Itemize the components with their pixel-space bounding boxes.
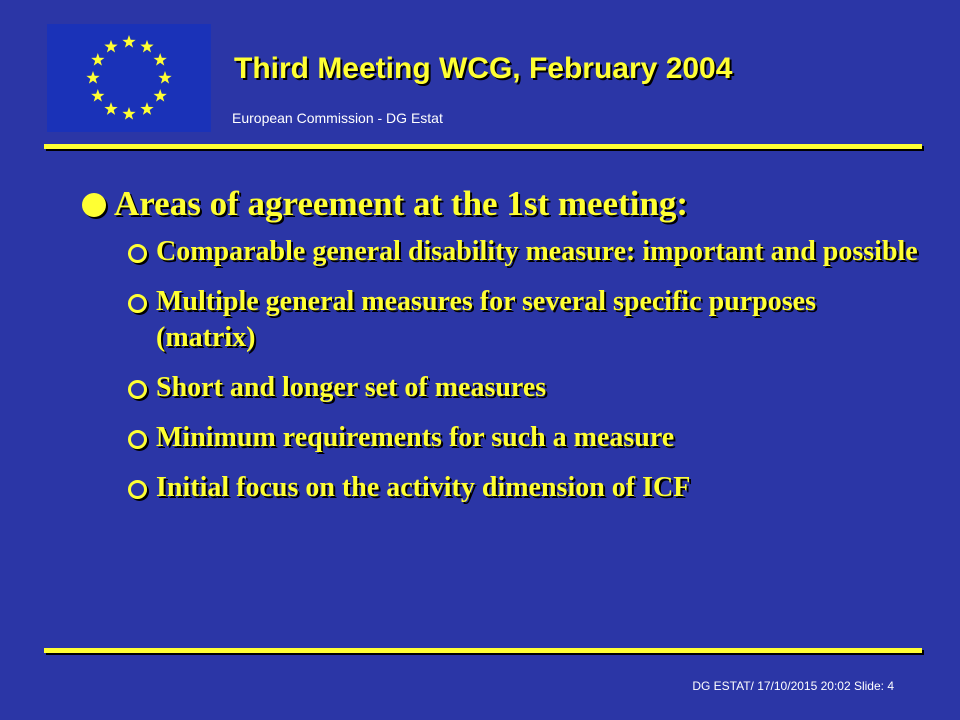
sub-bullet-text: Short and longer set of measures xyxy=(156,372,547,403)
bullet-ring-icon xyxy=(128,430,147,449)
flag-star-icon xyxy=(158,71,171,84)
flag-star-icon xyxy=(86,71,99,84)
flag-star-icon xyxy=(91,53,104,66)
sub-bullet xyxy=(128,284,920,356)
flag-star-icon xyxy=(154,89,167,102)
sub-bullet-text: Comparable general disability measure: important and possible xyxy=(156,236,918,267)
flag-star-icon xyxy=(122,107,135,120)
sub-bullet xyxy=(128,234,920,270)
flag-star-icon xyxy=(91,89,104,102)
bullet-ring-icon xyxy=(128,380,147,399)
bottom-divider xyxy=(44,648,922,653)
flag-star-icon xyxy=(140,102,153,115)
bullet-dot-icon xyxy=(82,193,106,217)
top-divider xyxy=(44,144,922,149)
sub-bullet-text: Minimum requirements for such a measure xyxy=(156,422,675,453)
sub-bullet xyxy=(128,470,920,506)
main-bullet-text: Areas of agreement at the 1st meeting: xyxy=(114,184,689,223)
flag-star-icon xyxy=(104,40,117,53)
flag-star-icon xyxy=(104,102,117,115)
sub-bullet-list xyxy=(80,234,920,506)
bullet-ring-icon xyxy=(128,480,147,499)
sub-bullet xyxy=(128,370,920,406)
organization-subtitle: European Commission - DG Estat xyxy=(232,110,443,126)
eu-flag-icon xyxy=(47,24,211,132)
flag-star-icon xyxy=(122,35,135,48)
sub-bullet-text: Initial focus on the activity dimension of ICF xyxy=(156,472,691,503)
flag-star-icon xyxy=(154,53,167,66)
sub-bullet-text: Multiple general measures for several specific purposes (matrix) xyxy=(156,286,816,353)
bullet-ring-icon xyxy=(128,244,147,263)
main-bullet xyxy=(80,184,920,224)
slide-footer: DG ESTAT/ 17/10/2015 20:02 Slide: 4 xyxy=(692,679,894,693)
slide-title: Third Meeting WCG, February 2004 xyxy=(234,52,733,85)
bullet-ring-icon xyxy=(128,294,147,313)
flag-star-icon xyxy=(140,40,153,53)
slide-content xyxy=(80,184,920,520)
sub-bullet xyxy=(128,420,920,456)
